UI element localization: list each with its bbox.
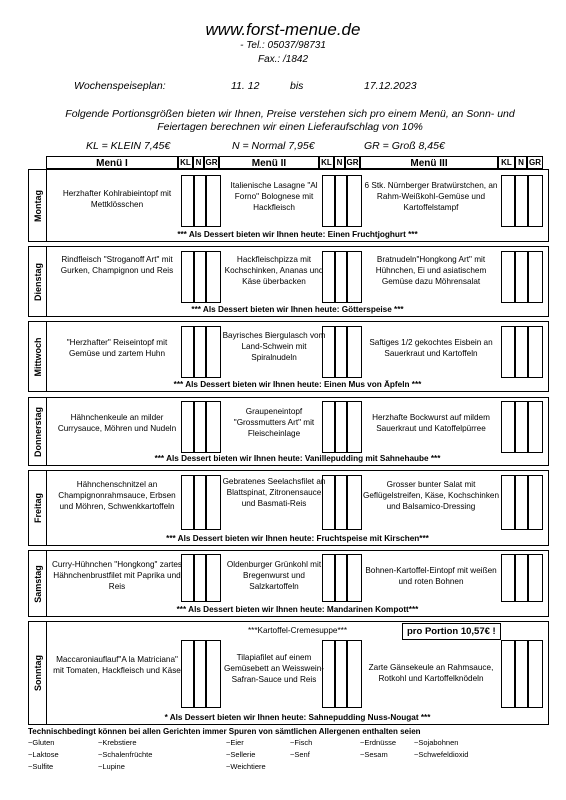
day-label: Samstag	[32, 564, 43, 603]
order-boxes-2[interactable]	[322, 175, 362, 227]
day-label: Dienstag	[32, 262, 43, 301]
dessert-note: *** Als Dessert bieten wir Ihnen heute: Einen Mus von Äpfeln ***	[173, 380, 422, 389]
order-boxes-2[interactable]	[322, 251, 362, 303]
allergen-item: ~Krebstiere	[98, 738, 137, 747]
order-boxes-1[interactable]	[181, 326, 221, 378]
plan-date-to: 17.12.2023	[364, 80, 417, 92]
plan-bis: bis	[290, 80, 304, 92]
menu-1-dish: "Herzhafter" Reiseintopf mit Gemüse und zartem Huhn	[66, 338, 168, 358]
order-boxes-2[interactable]	[322, 640, 362, 708]
plan-date-from: 11. 12	[231, 80, 260, 92]
allergen-item: ~Gluten	[28, 738, 55, 747]
order-boxes-2[interactable]	[322, 401, 362, 453]
order-boxes-1[interactable]	[181, 640, 221, 708]
price-gross: GR = Groß 8,45€	[364, 140, 445, 152]
menu-3-dish: Herzhafte Bockwurst auf mildem Sauerkraut und Katoffelpürree	[372, 413, 490, 433]
menu-1-dish: Hähnchenschnitzel an Champignonrahmsauce, Erbsen und Möhren, Schwenkkartoffeln	[58, 480, 176, 511]
allergen-notice: Technischbedingt können bei allen Gerichten immer Spuren von sämtlichen Allergenen enthalten seien	[28, 727, 421, 736]
column-gr-2: GR	[346, 158, 359, 167]
order-boxes-1[interactable]	[181, 554, 221, 602]
menu-2-dish: Hackfleischpizza mit Kochschinken, Ananas und Käse überbacken	[224, 255, 324, 286]
order-boxes-3[interactable]	[501, 326, 543, 378]
order-boxes-1[interactable]	[181, 175, 221, 227]
column-menu-1: Menü I	[46, 156, 178, 169]
dessert-note: *** Als Dessert bieten wir Ihnen heute: Vanillepudding mit Sahnehaube ***	[154, 454, 441, 463]
column-kl-3: KL	[498, 156, 515, 169]
day-label: Mittwoch	[32, 337, 43, 376]
allergen-item: ~Weichtiere	[226, 762, 266, 771]
menu-3-dish: 6 Stk. Nürnberger Bratwürstchen, an Rahm-Weißkohl-Gemüse und Kartoffelstampf	[364, 181, 498, 212]
day-label: Montag	[32, 189, 43, 222]
day-label: Sonntag	[32, 655, 43, 691]
column-kl-2: KL	[319, 156, 334, 169]
order-boxes-3[interactable]	[501, 251, 543, 303]
dessert-note: *** Als Dessert bieten wir Ihnen heute: Götterspeise ***	[191, 305, 404, 314]
allergen-item: ~Laktose	[28, 750, 59, 759]
allergen-item: ~Sesam	[360, 750, 388, 759]
price-normal: N = Normal 7,95€	[232, 140, 315, 152]
plan-label: Wochenspeiseplan:	[74, 80, 166, 92]
dessert-note: *** Als Dessert bieten wir Ihnen heute: Einen Fruchtjoghurt ***	[177, 230, 418, 239]
menu-3-dish: Bohnen-Kartoffel-Eintopf mit weißen und roten Bohnen	[365, 566, 497, 586]
allergen-item: ~Fisch	[290, 738, 313, 747]
allergen-item: ~Schalenfrüchte	[98, 750, 153, 759]
menu-3-dish: Bratnudeln"Hongkong Art" mit Hühnchen, Ei und asiatischem Gemüse dazu Möhrensalat	[375, 255, 487, 286]
day-label: Freitag	[32, 492, 43, 524]
order-boxes-3[interactable]	[501, 640, 543, 708]
order-boxes-3[interactable]	[501, 175, 543, 227]
menu-2-dish: Gebratenes Seelachsfilet an Blattspinat, Zitronensauce und Basmati-Reis	[222, 477, 326, 508]
allergen-item: ~Sulfite	[28, 762, 54, 771]
price-badge: pro Portion 10,57€ !	[402, 623, 501, 640]
day-block-freitag	[28, 470, 549, 546]
column-n-2: N	[334, 156, 345, 169]
allergen-item: ~Senf	[290, 750, 310, 759]
menu-1-dish: Rindfleisch "Stroganoff Art" mit Gurken, Champignon und Reis	[60, 255, 174, 275]
dessert-note: * Als Dessert bieten wir Ihnen heute: Sahnepudding Nuss-Nougat ***	[164, 713, 431, 722]
menu-2-dish: Oldenburger Grünkohl mit Bregenwurst und Salzkartoffeln	[226, 560, 322, 591]
allergen-item: ~Lupine	[98, 762, 125, 771]
allergen-item: ~Sojabohnen	[414, 738, 459, 747]
day-block-samstag	[28, 550, 549, 617]
column-menu-2: Menü II	[219, 156, 319, 169]
menu-1-dish: Maccaroniauflauf"A la Matriciana" mit Tomaten, Hackfleisch und Käse	[53, 655, 181, 675]
order-boxes-3[interactable]	[501, 401, 543, 453]
allergen-item: ~Erdnüsse	[360, 738, 397, 747]
day-block-mittwoch	[28, 321, 549, 392]
dessert-note: *** Als Dessert bieten wir Ihnen heute: Fruchtspeise mit Kirschen***	[166, 534, 429, 543]
day-block-donnerstag	[28, 397, 549, 466]
dessert-note: *** Als Dessert bieten wir Ihnen heute: Mandarinen Kompott***	[176, 605, 419, 614]
order-boxes-2[interactable]	[322, 554, 362, 602]
allergen-item: ~Eier	[226, 738, 244, 747]
day-block-dienstag	[28, 246, 549, 317]
menu-2-dish: Bayrisches Biergulasch vom Land-Schwein mit Spiralnudeln	[222, 331, 326, 362]
day-block-sonntag	[28, 621, 549, 725]
order-boxes-1[interactable]	[181, 251, 221, 303]
column-gr-3: GR	[529, 158, 541, 167]
menu-1-dish: Herzhafter Kohlrabieintopf mit Mettklösschen	[62, 189, 172, 209]
menu-1-dish: Curry-Hühnchen "Hongkong" zartes Hähnchenbrustfilet mit Paprika und Reis	[51, 560, 183, 591]
column-menu-3: Menü III	[360, 156, 498, 169]
menu-2-dish: Tilapiafilet auf einem Gemüsebett an Weisswein-Safran-Sauce und Reis	[224, 653, 324, 684]
price-klein: KL = KLEIN 7,45€	[86, 140, 171, 152]
fax-number: Fax.: /1842	[257, 54, 309, 65]
order-boxes-2[interactable]	[322, 475, 362, 530]
order-boxes-3[interactable]	[501, 554, 543, 602]
column-gr-1: GR	[205, 158, 218, 167]
column-kl-1: KL	[178, 156, 193, 169]
site-url: www.forst-menue.de	[205, 20, 361, 39]
menu-3-dish: Saftiges 1/2 gekochtes Eisbein an Sauerkraut und Kartoffeln	[369, 338, 493, 358]
order-boxes-2[interactable]	[322, 326, 362, 378]
soup-note: ***Kartoffel-Cremesuppe***	[247, 626, 348, 635]
allergen-item: ~Sellerie	[226, 750, 256, 759]
menu-2-dish: Graupeneintopf "Grossmutters Art" mit Fleischeinlage	[233, 407, 315, 438]
allergen-item: ~Schwefeldioxid	[414, 750, 469, 759]
day-block-montag	[28, 169, 549, 242]
intro-text: Folgende Portionsgrößen bieten wir Ihnen, Preise verstehen sich pro einem Menü, an Sonn- und Feiertagen berechnen wir einen Lieferaufschlag von 10%	[65, 108, 515, 133]
phone-number: - Tel.: 05037/98731	[240, 40, 326, 51]
menu-1-dish: Hähnchenkeule an milder Currysauce, Möhren und Nudeln	[57, 413, 177, 433]
day-label: Donnerstag	[32, 406, 43, 457]
order-boxes-1[interactable]	[181, 401, 221, 453]
menu-3-dish: Grosser bunter Salat mit Geflügelstreifen, Käse, Kochschinken und Balsamico-Dressing	[362, 480, 500, 511]
column-n-3: N	[515, 156, 527, 169]
order-boxes-1[interactable]	[181, 475, 221, 530]
menu-3-dish: Zarte Gänsekeule an Rahmsauce, Rotkohl und Kartoffelknödeln	[368, 663, 494, 683]
menu-2-dish: Italienische Lasagne "Al Forno" Bolognese mit Hackfleisch	[230, 181, 318, 212]
column-n-1: N	[193, 156, 204, 169]
order-boxes-3[interactable]	[501, 475, 543, 530]
